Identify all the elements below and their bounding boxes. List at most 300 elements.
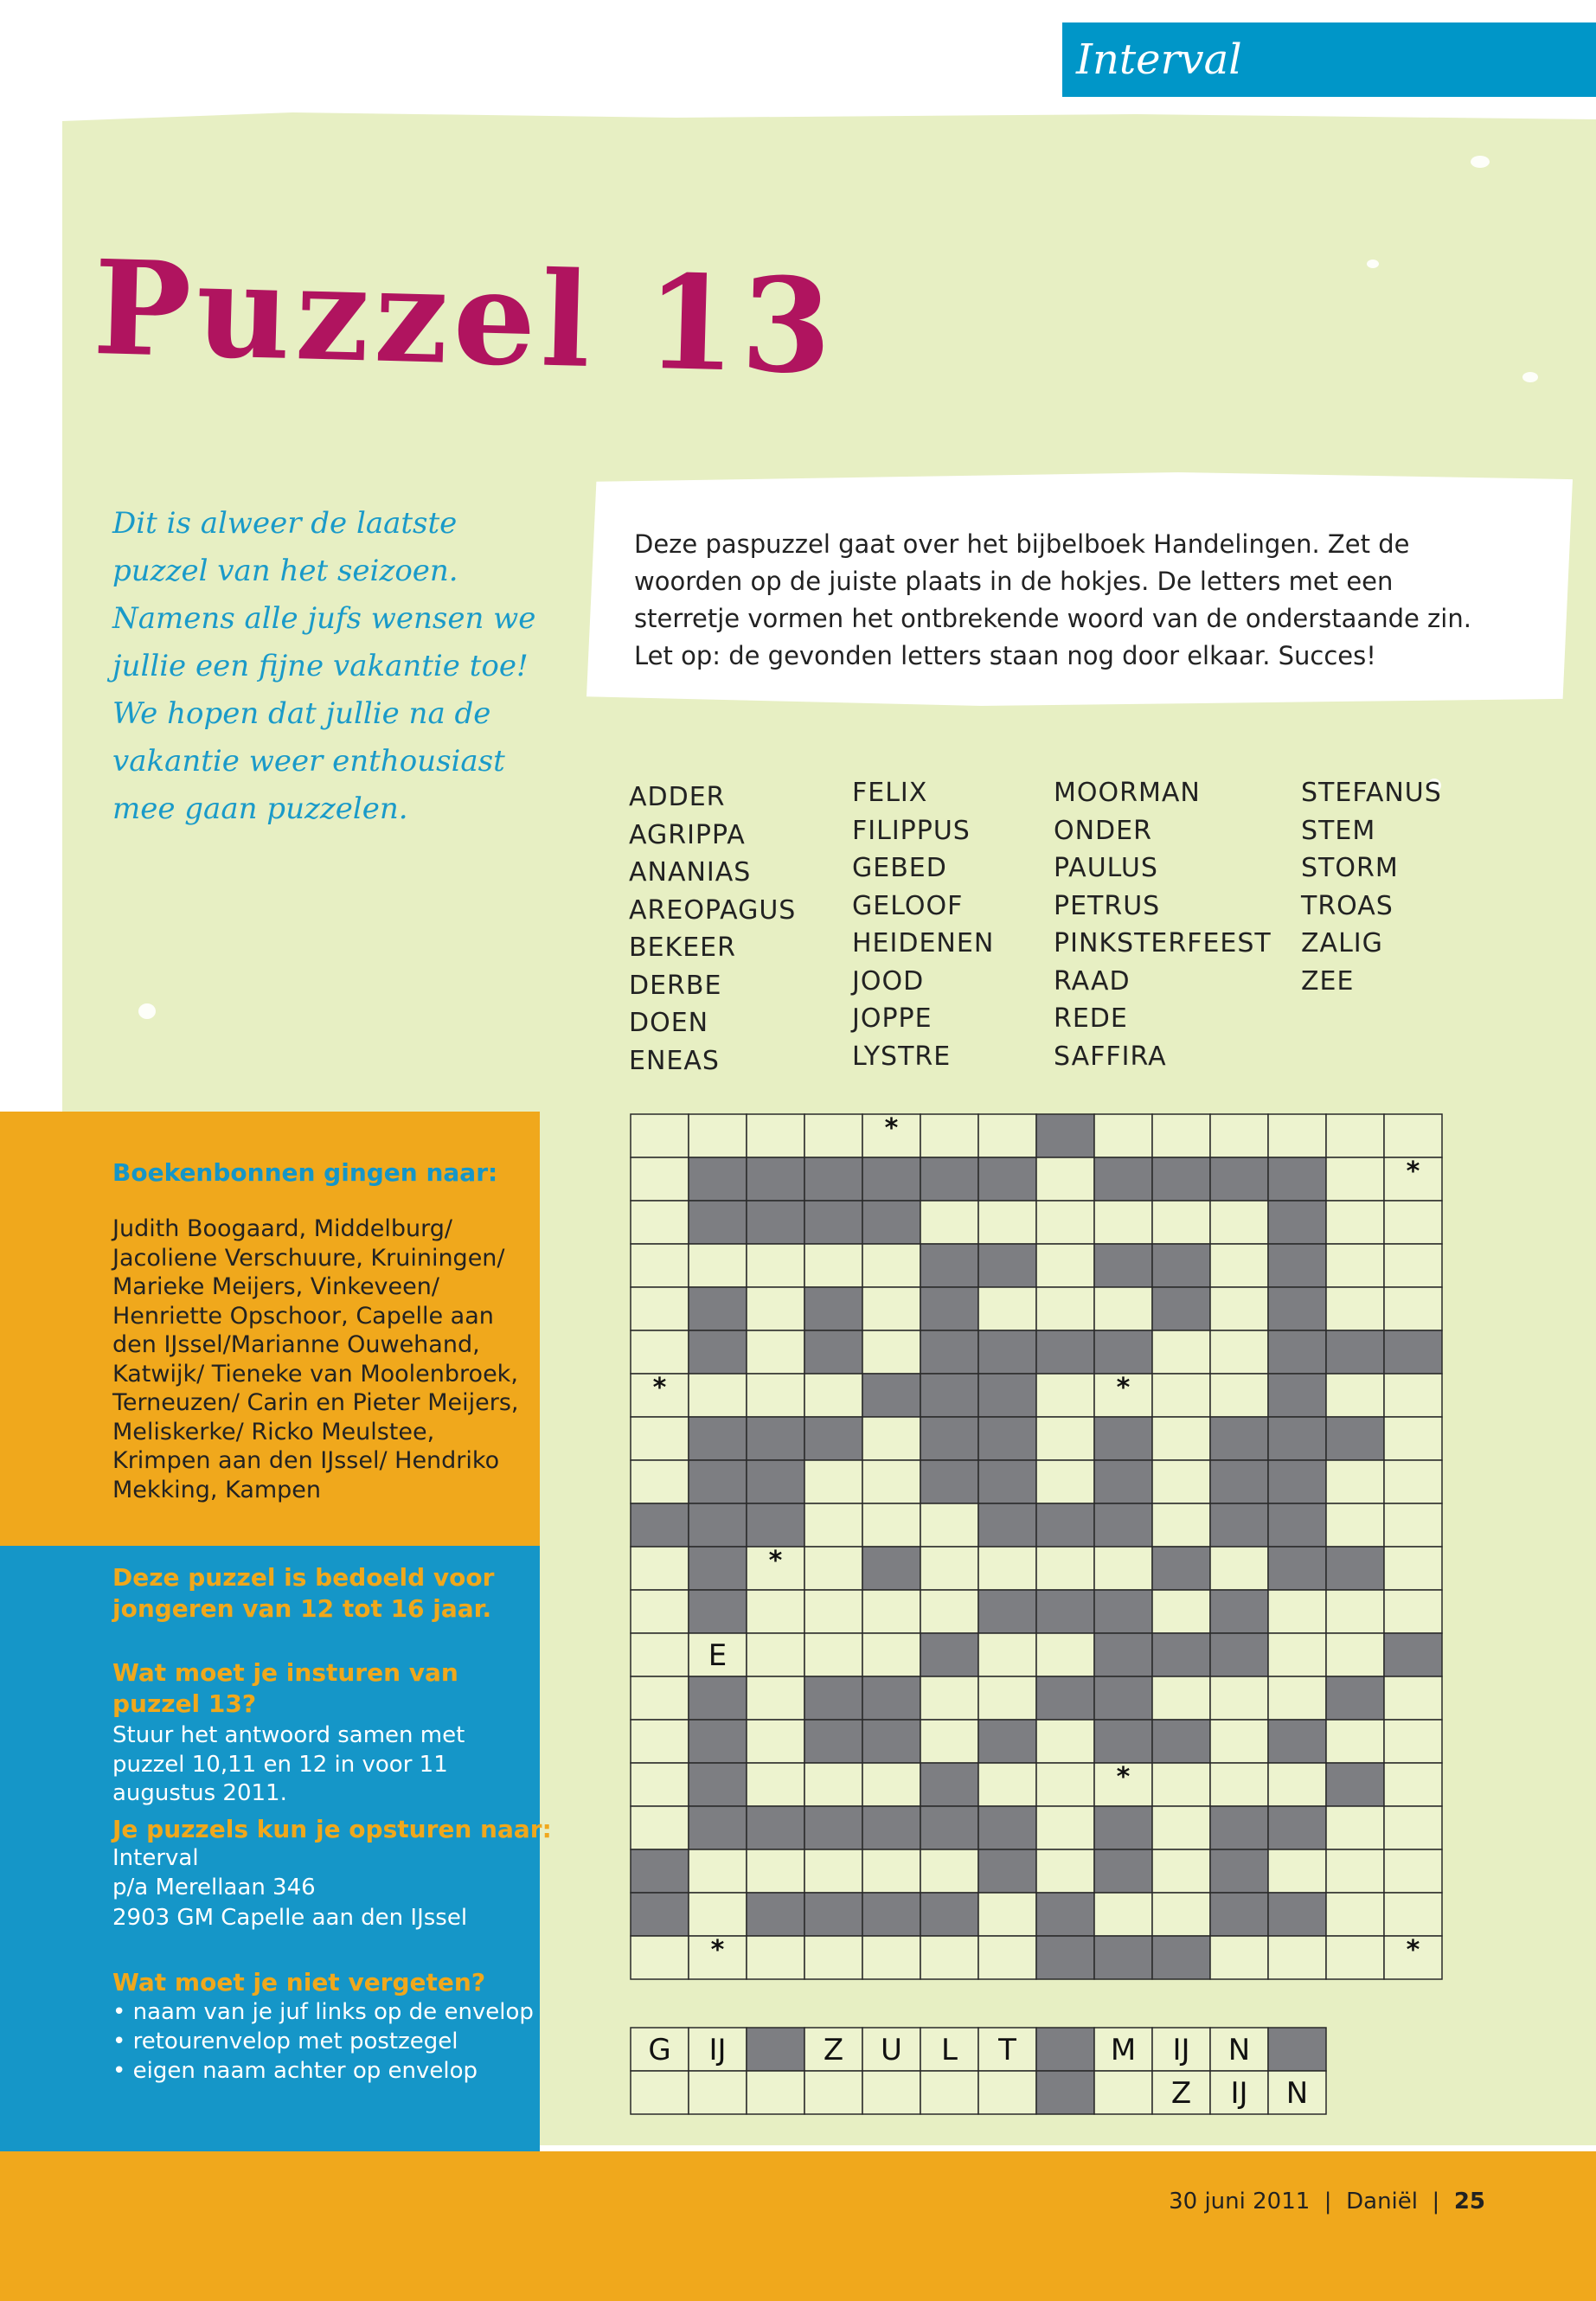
- grid-block-cell: [631, 1503, 689, 1547]
- strip-letter: N: [1285, 2076, 1309, 2111]
- grid-block-cell: [862, 1806, 920, 1849]
- grid-cell[interactable]: [1326, 1287, 1384, 1330]
- grid-block-cell: [689, 1720, 747, 1763]
- grid-cell[interactable]: [1152, 1374, 1210, 1417]
- grid-cell[interactable]: [804, 1590, 862, 1633]
- grid-block-cell: [1268, 1417, 1326, 1460]
- grid-cell[interactable]: [631, 1590, 689, 1633]
- grid-block-cell: [978, 1157, 1036, 1201]
- intro-text: Dit is alweer de laatste puzzel van het seizoen. Namens alle jufs wensen we jullie een fijne vakantie toe! We hopen dat jullie na de vakantie weer enthousiast mee gaan puzzelen.: [112, 506, 536, 826]
- grid-block-cell: [978, 1374, 1036, 1417]
- grid-block-cell: [1268, 1244, 1326, 1287]
- grid-cell[interactable]: [1152, 1460, 1210, 1503]
- grid-cell[interactable]: [689, 1374, 747, 1417]
- grid-cell[interactable]: [920, 1676, 978, 1720]
- grid-cell[interactable]: [1152, 1893, 1210, 1936]
- footer-date: 30 juni 2011: [1169, 2189, 1311, 2214]
- grid-cell[interactable]: [1384, 1763, 1442, 1806]
- grid-cell[interactable]: [978, 1936, 1036, 1979]
- grid-cell[interactable]: [631, 1763, 689, 1806]
- grid-cell[interactable]: [1268, 1590, 1326, 1633]
- grid-cell[interactable]: [1268, 1633, 1326, 1676]
- grid-cell[interactable]: [747, 1287, 804, 1330]
- paint-speck: [1471, 156, 1490, 168]
- grid-cell[interactable]: [862, 1936, 920, 1979]
- word-list-column-1: [629, 779, 796, 1080]
- grid-cell[interactable]: [920, 1201, 978, 1244]
- grid-cell[interactable]: [1036, 1460, 1094, 1503]
- grid-block-cell: [1210, 1157, 1268, 1201]
- grid-cell[interactable]: [1384, 1590, 1442, 1633]
- strip-letter: Z: [823, 2033, 844, 2067]
- paint-speck: [138, 1003, 156, 1019]
- grid-block-cell: [1152, 1720, 1210, 1763]
- strip-block-cell: [1036, 2028, 1094, 2071]
- grid-block-cell: [689, 1676, 747, 1720]
- grid-cell[interactable]: [978, 1114, 1036, 1157]
- grid-block-cell: [978, 1417, 1036, 1460]
- grid-block-cell: [978, 1849, 1036, 1893]
- footer-band: [0, 2151, 1596, 2301]
- grid-cell[interactable]: [1210, 1676, 1268, 1720]
- winners-heading: Boekenbonnen gingen naar:: [112, 1158, 498, 1187]
- answer-strip: [629, 2026, 1330, 2116]
- grid-cell[interactable]: [804, 1374, 862, 1417]
- grid-block-cell: [1210, 1806, 1268, 1849]
- grid-block-cell: [1036, 1330, 1094, 1374]
- grid-cell[interactable]: [1210, 1287, 1268, 1330]
- grid-block-cell: [1326, 1763, 1384, 1806]
- grid-block-cell: [689, 1460, 747, 1503]
- strip-letter: Z: [1170, 2076, 1192, 2111]
- grid-block-cell: [1152, 1547, 1210, 1590]
- grid-cell[interactable]: [1384, 1417, 1442, 1460]
- grid-block-cell: [978, 1806, 1036, 1849]
- grid-block-cell: [920, 1806, 978, 1849]
- star-marker: *: [1406, 1935, 1420, 1965]
- grid-cell[interactable]: [631, 1114, 689, 1157]
- grid-block-cell: [1268, 1503, 1326, 1547]
- grid-block-cell: [920, 1330, 978, 1374]
- grid-cell[interactable]: [1036, 1201, 1094, 1244]
- crossword-grid: [629, 1112, 1445, 1986]
- word-list-item: DOEN: [629, 1008, 709, 1038]
- strip-cell[interactable]: [1094, 2071, 1152, 2114]
- grid-cell[interactable]: [920, 1503, 978, 1547]
- grid-cell[interactable]: [747, 1849, 804, 1893]
- footer: 30 juni 2011 | Daniël | 25: [1169, 2189, 1485, 2214]
- address-line: 2903 GM Capelle aan den IJssel: [112, 1905, 468, 1931]
- grid-block-cell: [1326, 1417, 1384, 1460]
- grid-block-cell: [1268, 1460, 1326, 1503]
- grid-cell[interactable]: [631, 1287, 689, 1330]
- grid-cell[interactable]: [1036, 1849, 1094, 1893]
- strip-letter: M: [1110, 2033, 1137, 2067]
- grid-cell[interactable]: [1384, 1893, 1442, 1936]
- grid-block-cell: [1094, 1244, 1152, 1287]
- grid-block-cell: [1210, 1503, 1268, 1547]
- grid-cell[interactable]: [1268, 1763, 1326, 1806]
- grid-cell[interactable]: [1326, 1503, 1384, 1547]
- section-tag: Interval: [1062, 22, 1596, 97]
- grid-cell[interactable]: [631, 1201, 689, 1244]
- grid-cell[interactable]: [1384, 1849, 1442, 1893]
- grid-block-cell: [1268, 1374, 1326, 1417]
- word-list-column-3: [1054, 774, 1272, 1075]
- grid-block-cell: [920, 1417, 978, 1460]
- grid-cell[interactable]: [862, 1417, 920, 1460]
- grid-cell[interactable]: [1384, 1201, 1442, 1244]
- grid-block-cell: [804, 1201, 862, 1244]
- grid-block-cell: [1036, 1893, 1094, 1936]
- grid-cell[interactable]: [747, 1936, 804, 1979]
- grid-cell[interactable]: [1268, 1676, 1326, 1720]
- grid-cell[interactable]: [920, 1590, 978, 1633]
- word-list-item: GELOOF: [852, 890, 964, 921]
- grid-cell[interactable]: [1326, 1936, 1384, 1979]
- grid-block-cell: [804, 1893, 862, 1936]
- grid-block-cell: [1268, 1157, 1326, 1201]
- grid-block-cell: [804, 1330, 862, 1374]
- grid-cell[interactable]: [804, 1503, 862, 1547]
- grid-block-cell: [747, 1503, 804, 1547]
- grid-cell[interactable]: [1152, 1201, 1210, 1244]
- grid-cell[interactable]: [920, 1849, 978, 1893]
- grid-cell[interactable]: [978, 1893, 1036, 1936]
- grid-cell[interactable]: [689, 1244, 747, 1287]
- grid-cell[interactable]: [1326, 1720, 1384, 1763]
- grid-block-cell: [862, 1676, 920, 1720]
- grid-block-cell: [747, 1893, 804, 1936]
- grid-cell[interactable]: [747, 1374, 804, 1417]
- address-line: p/a Merellaan 346: [112, 1875, 316, 1900]
- grid-block-cell: [804, 1157, 862, 1201]
- grid-cell[interactable]: [1326, 1114, 1384, 1157]
- strip-letter: IJ: [1172, 2033, 1190, 2067]
- word-list-item: JOOD: [852, 965, 925, 997]
- word-list-item: HEIDENEN: [852, 928, 995, 958]
- grid-cell[interactable]: [1384, 1547, 1442, 1590]
- word-list-item: GEBED: [852, 853, 947, 883]
- word-list-item: FILIPPUS: [852, 815, 971, 846]
- grid-cell[interactable]: [920, 1114, 978, 1157]
- grid-cell[interactable]: [1094, 1114, 1152, 1157]
- grid-cell[interactable]: [920, 1720, 978, 1763]
- grid-cell[interactable]: [1036, 1417, 1094, 1460]
- grid-block-cell: [1094, 1157, 1152, 1201]
- grid-cell[interactable]: [1384, 1503, 1442, 1547]
- address-line: Interval: [112, 1845, 199, 1871]
- grid-block-cell: [747, 1417, 804, 1460]
- strip-cell[interactable]: [747, 2071, 804, 2114]
- submit-text: Stuur het antwoord samen met puzzel 10,11 en 12 in voor 11 augustus 2011.: [112, 1722, 465, 1806]
- grid-cell[interactable]: [747, 1633, 804, 1676]
- grid-block-cell: [689, 1547, 747, 1590]
- grid-block-cell: [920, 1157, 978, 1201]
- grid-cell[interactable]: [920, 1936, 978, 1979]
- word-list-item: RAAD: [1054, 965, 1131, 997]
- grid-cell[interactable]: [978, 1547, 1036, 1590]
- strip-letter: U: [881, 2033, 902, 2067]
- grid-block-cell: [978, 1503, 1036, 1547]
- submit-heading: Wat moet je insturen van puzzel 13?: [112, 1658, 458, 1718]
- grid-block-cell: [1210, 1417, 1268, 1460]
- grid-cell[interactable]: [978, 1287, 1036, 1330]
- grid-cell[interactable]: [1326, 1633, 1384, 1676]
- grid-cell[interactable]: [631, 1806, 689, 1849]
- grid-block-cell: [1210, 1633, 1268, 1676]
- grid-cell[interactable]: [804, 1633, 862, 1676]
- strip-cell[interactable]: [689, 2071, 747, 2114]
- grid-cell[interactable]: [804, 1849, 862, 1893]
- remember-item: • eigen naam achter op envelop: [112, 2058, 478, 2084]
- grid-cell[interactable]: [1152, 1114, 1210, 1157]
- grid-cell[interactable]: [1152, 1763, 1210, 1806]
- grid-cell[interactable]: [631, 1417, 689, 1460]
- grid-block-cell: [689, 1287, 747, 1330]
- grid-block-cell: [1210, 1590, 1268, 1633]
- grid-block-cell: [1094, 1720, 1152, 1763]
- grid-cell[interactable]: [1210, 1720, 1268, 1763]
- grid-cell[interactable]: [978, 1763, 1036, 1806]
- grid-block-cell: [978, 1460, 1036, 1503]
- grid-cell[interactable]: [1210, 1330, 1268, 1374]
- strip-cell[interactable]: [804, 2071, 862, 2114]
- grid-cell[interactable]: [631, 1936, 689, 1979]
- grid-cell[interactable]: [1384, 1720, 1442, 1763]
- grid-block-cell: [747, 1157, 804, 1201]
- grid-cell[interactable]: [1210, 1244, 1268, 1287]
- grid-block-cell: [1094, 1633, 1152, 1676]
- grid-block-cell: [1326, 1547, 1384, 1590]
- star-marker: *: [768, 1546, 783, 1576]
- grid-cell[interactable]: [804, 1547, 862, 1590]
- grid-block-cell: [1152, 1936, 1210, 1979]
- grid-block-cell: [1094, 1806, 1152, 1849]
- grid-cell[interactable]: [920, 1547, 978, 1590]
- grid-cell[interactable]: [1036, 1287, 1094, 1330]
- grid-cell[interactable]: [1384, 1676, 1442, 1720]
- grid-cell[interactable]: [862, 1763, 920, 1806]
- grid-cell[interactable]: [747, 1244, 804, 1287]
- word-list-item: LYSTRE: [852, 1041, 952, 1072]
- word-list-item: DERBE: [629, 970, 722, 1001]
- grid-cell[interactable]: [1094, 1547, 1152, 1590]
- strip-block-cell: [747, 2028, 804, 2071]
- grid-cell[interactable]: [1152, 1330, 1210, 1374]
- grid-block-cell: [1036, 1503, 1094, 1547]
- grid-cell[interactable]: [862, 1460, 920, 1503]
- grid-cell[interactable]: [804, 1460, 862, 1503]
- grid-cell[interactable]: [1036, 1633, 1094, 1676]
- grid-cell[interactable]: [631, 1157, 689, 1201]
- grid-block-cell: [1326, 1330, 1384, 1374]
- grid-block-cell: [1268, 1547, 1326, 1590]
- grid-block-cell: [1152, 1157, 1210, 1201]
- strip-cell[interactable]: [920, 2071, 978, 2114]
- grid-cell[interactable]: [1152, 1417, 1210, 1460]
- strip-cell[interactable]: [862, 2071, 920, 2114]
- grid-cell[interactable]: [1384, 1287, 1442, 1330]
- word-list-item: ZALIG: [1301, 928, 1383, 958]
- strip-letter: L: [941, 2033, 958, 2067]
- grid-cell[interactable]: [1094, 1201, 1152, 1244]
- word-list-item: FELIX: [852, 778, 928, 808]
- grid-cell[interactable]: [631, 1633, 689, 1676]
- grid-cell[interactable]: [1036, 1720, 1094, 1763]
- grid-cell[interactable]: [1326, 1157, 1384, 1201]
- grid-cell[interactable]: [1210, 1114, 1268, 1157]
- word-list-item: STORM: [1301, 853, 1399, 883]
- grid-cell[interactable]: [689, 1114, 747, 1157]
- word-list-item: SAFFIRA: [1054, 1041, 1167, 1072]
- grid-cell[interactable]: [1210, 1763, 1268, 1806]
- strip-block-cell: [1268, 2028, 1326, 2071]
- grid-cell[interactable]: [1326, 1590, 1384, 1633]
- star-marker: *: [1116, 1373, 1131, 1403]
- grid-cell[interactable]: [631, 1547, 689, 1590]
- grid-cell[interactable]: [689, 1849, 747, 1893]
- paint-speck: [1522, 372, 1538, 382]
- grid-block-cell: [1094, 1849, 1152, 1893]
- grid-block-cell: [1094, 1460, 1152, 1503]
- grid-cell[interactable]: [1036, 1244, 1094, 1287]
- grid-cell[interactable]: [747, 1590, 804, 1633]
- grid-cell[interactable]: [862, 1590, 920, 1633]
- star-marker: *: [884, 1113, 899, 1144]
- grid-cell[interactable]: [631, 1460, 689, 1503]
- word-list-item: ONDER: [1054, 815, 1152, 846]
- grid-block-cell: [1094, 1936, 1152, 1979]
- word-list-item: AGRIPPA: [629, 819, 746, 850]
- grid-block-cell: [1152, 1287, 1210, 1330]
- grid-cell[interactable]: [862, 1503, 920, 1547]
- grid-cell[interactable]: [1384, 1114, 1442, 1157]
- grid-cell[interactable]: [804, 1114, 862, 1157]
- strip-letter: G: [648, 2033, 671, 2067]
- grid-cell[interactable]: [747, 1330, 804, 1374]
- grid-cell[interactable]: [978, 1633, 1036, 1676]
- word-list-item: BEKEER: [629, 933, 736, 963]
- grid-cell[interactable]: [1268, 1936, 1326, 1979]
- grid-cell[interactable]: [862, 1244, 920, 1287]
- grid-cell[interactable]: [804, 1763, 862, 1806]
- grid-cell[interactable]: [747, 1114, 804, 1157]
- grid-cell[interactable]: [862, 1633, 920, 1676]
- grid-cell[interactable]: [1152, 1503, 1210, 1547]
- grid-cell[interactable]: [1268, 1849, 1326, 1893]
- grid-block-cell: [1268, 1287, 1326, 1330]
- grid-cell[interactable]: [1326, 1201, 1384, 1244]
- grid-block-cell: [747, 1806, 804, 1849]
- grid-cell[interactable]: [1268, 1114, 1326, 1157]
- grid-cell[interactable]: [1384, 1244, 1442, 1287]
- grid-cell[interactable]: [1326, 1893, 1384, 1936]
- footer-magazine: Daniël: [1346, 2189, 1418, 2214]
- grid-block-cell: [689, 1590, 747, 1633]
- grid-block-cell: [1210, 1849, 1268, 1893]
- grid-cell[interactable]: [631, 1330, 689, 1374]
- grid-cell[interactable]: [1384, 1460, 1442, 1503]
- grid-cell[interactable]: [1036, 1806, 1094, 1849]
- grid-cell[interactable]: [1036, 1547, 1094, 1590]
- grid-block-cell: [1268, 1893, 1326, 1936]
- grid-cell[interactable]: [1384, 1374, 1442, 1417]
- grid-block-cell: [1094, 1590, 1152, 1633]
- word-list-item: PETRUS: [1054, 890, 1161, 921]
- grid-cell[interactable]: [1152, 1849, 1210, 1893]
- grid-cell[interactable]: [1326, 1806, 1384, 1849]
- grid-block-cell: [1268, 1201, 1326, 1244]
- grid-cell[interactable]: [1036, 1374, 1094, 1417]
- grid-cell[interactable]: [978, 1201, 1036, 1244]
- star-marker: *: [652, 1373, 667, 1403]
- star-marker: *: [710, 1935, 725, 1965]
- grid-cell[interactable]: [1326, 1374, 1384, 1417]
- grid-block-cell: [1036, 1590, 1094, 1633]
- grid-cell[interactable]: [631, 1720, 689, 1763]
- grid-cell[interactable]: [747, 1676, 804, 1720]
- grid-cell[interactable]: [1384, 1806, 1442, 1849]
- grid-cell[interactable]: [1326, 1244, 1384, 1287]
- grid-cell[interactable]: [804, 1936, 862, 1979]
- grid-cell[interactable]: [862, 1849, 920, 1893]
- grid-cell[interactable]: [1210, 1201, 1268, 1244]
- grid-cell[interactable]: [1326, 1849, 1384, 1893]
- grid-block-cell: [804, 1806, 862, 1849]
- grid-block-cell: [920, 1763, 978, 1806]
- grid-cell[interactable]: [1152, 1806, 1210, 1849]
- grid-cell[interactable]: [978, 1676, 1036, 1720]
- strip-letter: IJ: [708, 2033, 727, 2067]
- strip-cell[interactable]: [631, 2071, 689, 2114]
- grid-block-cell: [1268, 1720, 1326, 1763]
- grid-cell[interactable]: [1152, 1676, 1210, 1720]
- grid-cell[interactable]: [1152, 1590, 1210, 1633]
- grid-cell[interactable]: [1210, 1547, 1268, 1590]
- strip-cell[interactable]: [978, 2071, 1036, 2114]
- grid-block-cell: [1384, 1330, 1442, 1374]
- grid-block-cell: [689, 1806, 747, 1849]
- grid-cell[interactable]: [1210, 1936, 1268, 1979]
- grid-cell[interactable]: [1036, 1157, 1094, 1201]
- grid-cell[interactable]: [689, 1893, 747, 1936]
- strip-block-cell: [1036, 2071, 1094, 2114]
- grid-cell[interactable]: [804, 1244, 862, 1287]
- grid-block-cell: [1268, 1806, 1326, 1849]
- grid-block-cell: [631, 1849, 689, 1893]
- word-list-item: ADDER: [629, 782, 726, 812]
- grid-cell[interactable]: [631, 1244, 689, 1287]
- grid-cell[interactable]: [1210, 1374, 1268, 1417]
- grid-block-cell: [920, 1893, 978, 1936]
- grid-cell[interactable]: [631, 1676, 689, 1720]
- grid-block-cell: [920, 1460, 978, 1503]
- grid-cell[interactable]: [747, 1720, 804, 1763]
- grid-cell[interactable]: [1036, 1763, 1094, 1806]
- grid-cell[interactable]: [1326, 1460, 1384, 1503]
- remember-item: • retourenvelop met postzegel: [112, 2029, 458, 2054]
- grid-block-cell: [1384, 1633, 1442, 1676]
- grid-block-cell: [862, 1157, 920, 1201]
- grid-cell[interactable]: [862, 1330, 920, 1374]
- grid-cell[interactable]: [862, 1287, 920, 1330]
- grid-cell[interactable]: [1094, 1893, 1152, 1936]
- grid-cell[interactable]: [747, 1763, 804, 1806]
- grid-cell[interactable]: [1094, 1287, 1152, 1330]
- grid-block-cell: [862, 1201, 920, 1244]
- grid-block-cell: [689, 1503, 747, 1547]
